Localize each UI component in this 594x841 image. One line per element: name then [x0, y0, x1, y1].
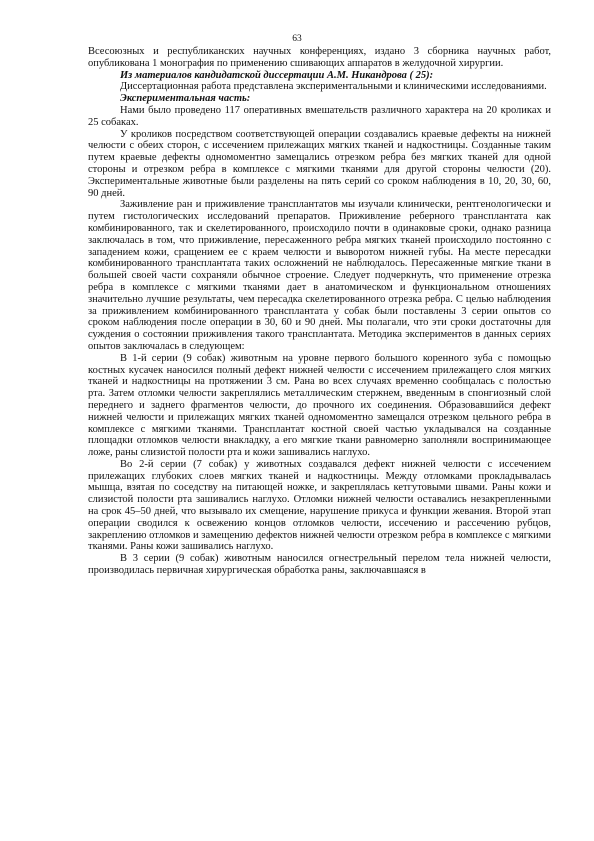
paragraph-operations: Нами было проведено 117 оперативных вмешательств различного характера на 20 кроликах и 25 собаках. [88, 104, 551, 128]
paragraph-series-2: Во 2-й серии (7 собак) у животных создавался дефект нижней челюсти с иссечением прилежащих глубоких слоев мягких тканей и надкостницы. Между отломками прокладывалась мышца, взятая по соседству на питающей ножке, и закреплялась кетгутовыми швами. Раны кожи и слизистой полости рта зашивались наглухо. Отломки нижней челюсти оставались незакрепленными на срок 45–50 дней, что вызывало их смещение, нарушение прикуса и функции жевания. Второй этап операции сводился к освежению концов отломков челюсти, иссечению и рассечению рубцов, закреплению отломков и замещению дефектов нижней челюсти отрезком ребра в комплексе с мягкими тканями. Раны кожи зашивались наглухо. [88, 458, 551, 553]
paragraph-rabbits: У кроликов посредством соответствующей операции создавались краевые дефекты на нижней челюсти с обеих сторон, с иссечением прилежащих мягких тканей и надкостницы. Созданные таким путем краевые дефекты одномоментно замещались отрезком ребра без мягких тканей для одной стороны и отрезком ребра в комплексе с мягкими тканями для другой стороны челюсти (20). Экспериментальные животные были разделены на пять серий со сроком наблюдения в 10, 20, 30, 60, 90 дней. [88, 128, 551, 199]
paragraph-series-1: В 1-й серии (9 собак) животным на уровне первого большого коренного зуба с помощью костных кусачек наносился полный дефект нижней челюсти с иссечением прилежащего слоя мягких тканей и надкостницы на протяжении 3 см. Рана во всех случаях временно сообщалась с полостью рта. Затем отломки челюсти закреплялись металлическим стержнем, введенным в спонгиозный слой переднего и заднего фрагментов челюсти, до прочного их соединения. Образовавшийся дефект нижней челюсти и прилежащих мягких тканей одномоментно замещался отрезком цельного ребра в комплексе с мягкими тканями. Трансплантат костной своей частью укладывался на созданные площадки отломков челюсти внакладку, а его мягкие ткани равномерно заполняли воспринимающее ложе, раны слизистой полости рта и кожи зашивались наглухо. [88, 352, 551, 459]
page-body [88, 46, 551, 577]
paragraph-continuation: Всесоюзных и республиканских научных конференциях, издано 3 сборника научных работ, опубликована 1 монография по применению сшивающих аппаратов в желудочной хирургии. [88, 46, 551, 69]
paragraph-series-3: В 3 серии (9 собак) животным наносился огнестрельный перелом тела нижней челюсти, производилась первичная хирургическая обработка раны, заключавшаяся в [88, 553, 551, 577]
paragraph-intro: Диссертационная работа представлена экспериментальными и клиническими исследованиями. [120, 81, 547, 93]
section-heading-dissertation: Из материалов кандидатской диссертации А.М. Никандрова ( 25): [120, 69, 434, 81]
paragraph-healing: Заживление ран и приживление трансплантатов мы изучали клинически, рентгенологически и путем гистологических исследований препаратов. Приживление реберного трансплантата как комбинированного, так и скелетированного, происходило почти в одинаковые сроки, однако разница заключалась в том, что приживление, пересаженного ребра мягких тканей происходило постоянно с западением кожи, сращением ее с краем челюсти и выворотом нижней губы. На месте пересадки комбинированного трансплантата таких осложнений не наблюдалось. Пересаженные мягкие ткани в большей своей части сохраняли обычное строение. Следует подчеркнуть, что применение отрезка ребра в комплексе с мягкими тканями дает в анатомическом и функциональном отношениях значительно лучшие результаты, чем пересадка скелетированного отрезка ребра. С целью наблюдения за приживлением комбинированного трансплантата у собак были поставлены 3 серии опытов со сроком наблюдения после операции в 30, 60 и 90 дней. Мы полагали, что эти сроки достаточны для суждения о состоянии приживления такого трансплантата. Методика экспериментов в данных сериях опытов заключалась в следующем: [88, 199, 551, 352]
page-number: 63 [292, 34, 302, 44]
section-heading-experimental: Экспериментальная часть: [120, 93, 251, 105]
